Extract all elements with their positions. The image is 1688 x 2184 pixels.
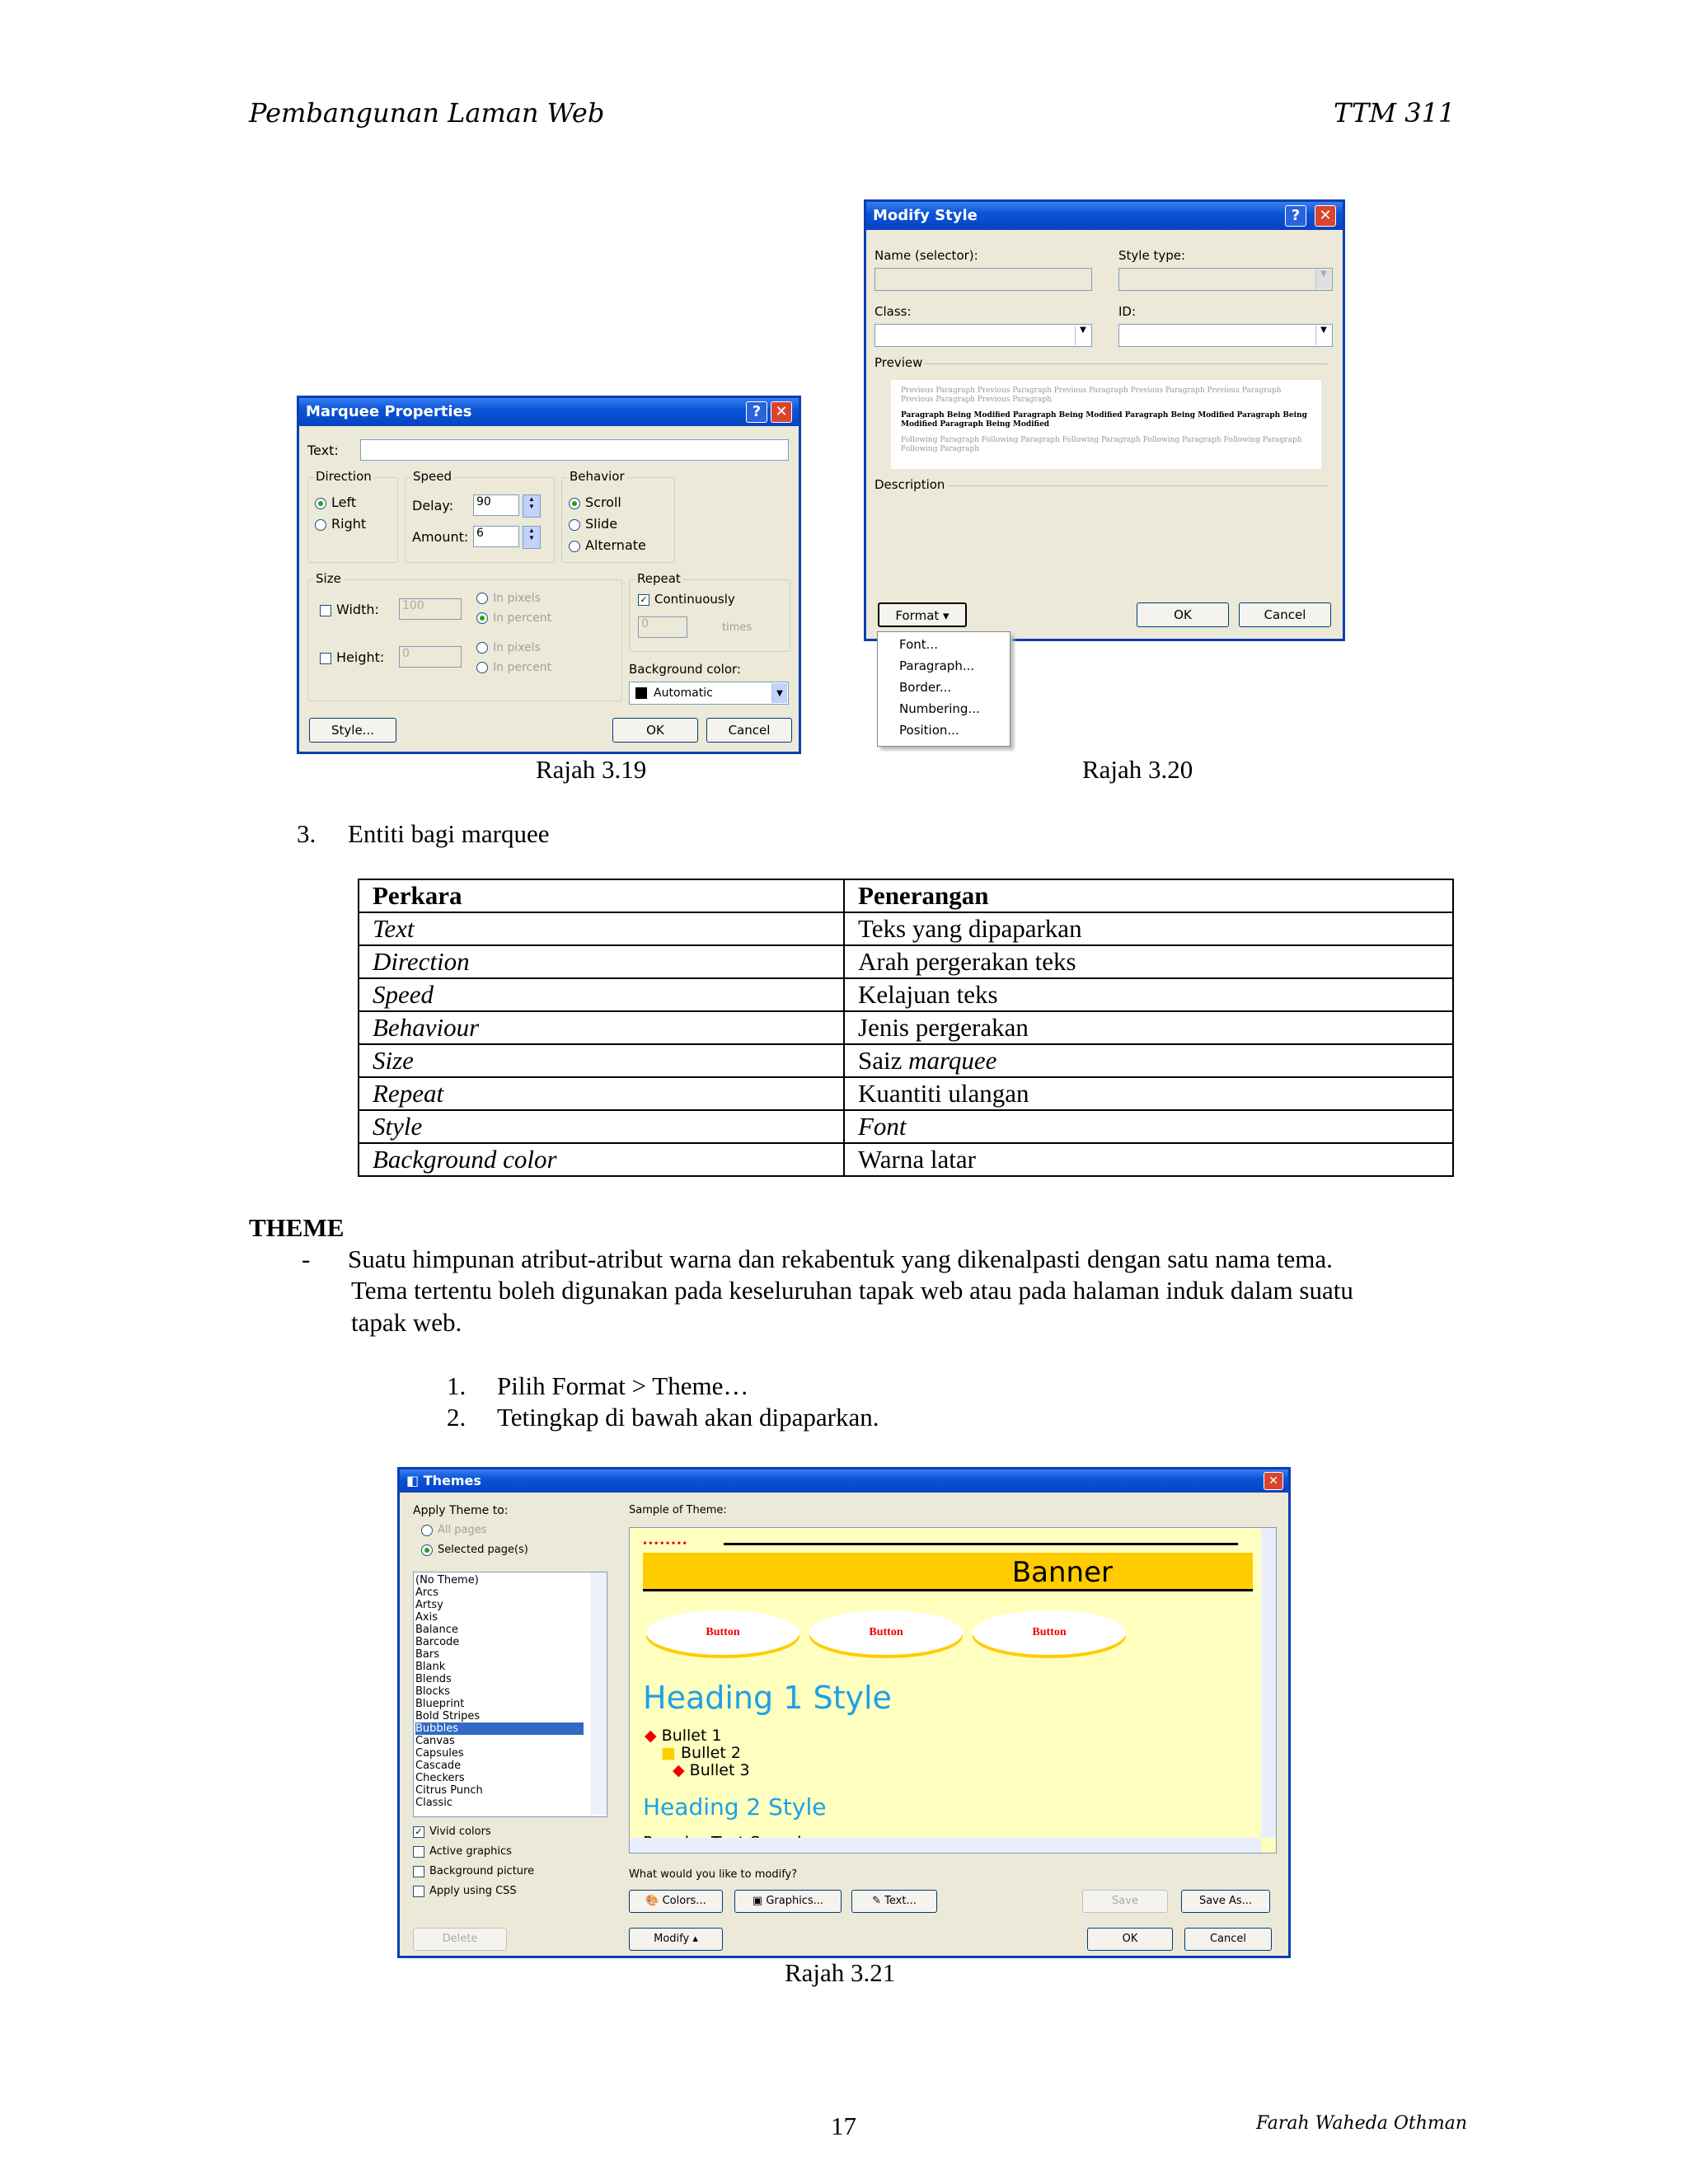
- sample-label: Sample of Theme:: [629, 1504, 727, 1516]
- description-label: Description: [874, 477, 945, 492]
- sample-heading1: Heading 1 Style: [643, 1680, 892, 1716]
- table-row: [359, 1044, 1453, 1077]
- table-cell: Jenis pergerakan: [844, 1011, 1453, 1044]
- ok-button[interactable]: OK: [1087, 1928, 1173, 1951]
- theme-sample-preview: [629, 1527, 1277, 1854]
- table-header-row: [359, 879, 1453, 912]
- class-select[interactable]: [874, 324, 1092, 347]
- table-row: [359, 1143, 1453, 1176]
- behavior-scroll-radio[interactable]: Scroll: [569, 494, 621, 510]
- amount-label: Amount:: [412, 529, 469, 545]
- list-item[interactable]: Balance: [415, 1624, 458, 1636]
- amount-input[interactable]: 6: [473, 526, 519, 547]
- width-checkbox[interactable]: Width:: [320, 602, 379, 617]
- ok-button[interactable]: OK: [612, 718, 698, 743]
- dialog-titlebar: [299, 398, 799, 426]
- header-title: Pembangunan Laman Web: [249, 97, 605, 129]
- amount-spinner[interactable]: ▲ ▼: [523, 526, 541, 549]
- list-item[interactable]: Cascade: [415, 1760, 462, 1772]
- section-number: 3.: [297, 819, 316, 848]
- entity-table: [358, 879, 1454, 1177]
- background-picture-checkbox[interactable]: Background picture: [413, 1865, 534, 1877]
- horizontal-scrollbar[interactable]: [630, 1838, 1261, 1853]
- dialog-title: Marquee Properties: [306, 403, 472, 420]
- format-button[interactable]: Format ▾: [878, 602, 967, 627]
- banner-text: Banner: [1011, 1556, 1113, 1589]
- help-button[interactable]: ?: [1285, 205, 1306, 227]
- colors-button[interactable]: 🎨 Colors...: [629, 1890, 723, 1913]
- table-header: Perkara: [359, 879, 844, 912]
- preview-following-text: Following Paragraph Following Paragraph Following Paragraph Following Paragraph Following Paragraph Following Paragraph: [901, 436, 1302, 453]
- list-item[interactable]: Bars: [415, 1648, 440, 1661]
- list-item[interactable]: Capsules: [415, 1747, 464, 1760]
- dialog-titlebar: [400, 1469, 1288, 1493]
- width-pixels-radio[interactable]: In pixels: [476, 592, 541, 605]
- modify-question: What would you like to modify?: [629, 1868, 798, 1881]
- list-item[interactable]: Blends: [415, 1673, 452, 1685]
- table-cell: Warna latar: [844, 1143, 1453, 1176]
- menu-item-font[interactable]: Font...: [899, 637, 938, 652]
- step-text: Pilih Format > Theme…: [497, 1371, 749, 1400]
- direction-label: Direction: [313, 469, 374, 484]
- height-input[interactable]: 0: [399, 646, 462, 668]
- palette-icon: 🎨: [645, 1895, 659, 1907]
- direction-left-radio[interactable]: Left: [315, 494, 356, 510]
- size-label: Size: [313, 571, 344, 586]
- table-cell: Direction: [359, 945, 844, 978]
- name-label: Name (selector):: [874, 248, 978, 263]
- delay-input[interactable]: 90: [473, 494, 519, 516]
- preview-box: [891, 380, 1321, 469]
- behavior-group: [561, 469, 675, 563]
- sample-button[interactable]: Button: [646, 1610, 799, 1655]
- modify-style-dialog: [864, 199, 1345, 641]
- apply-css-checkbox[interactable]: Apply using CSS: [413, 1885, 517, 1897]
- list-item[interactable]: Barcode: [415, 1636, 460, 1648]
- cancel-button[interactable]: Cancel: [706, 718, 792, 743]
- table-row: [359, 945, 1453, 978]
- behavior-slide-radio[interactable]: Slide: [569, 516, 617, 532]
- theme-line3: tapak web.: [351, 1308, 462, 1337]
- times-label: times: [722, 621, 753, 634]
- list-item[interactable]: (No Theme): [415, 1574, 479, 1586]
- format-menu: [877, 631, 1010, 747]
- direction-right-radio[interactable]: Right: [315, 516, 366, 532]
- cancel-button[interactable]: Cancel: [1239, 602, 1331, 627]
- delay-label: Delay:: [412, 498, 454, 513]
- delete-button[interactable]: Delete: [413, 1928, 507, 1951]
- table-cell: Style: [359, 1110, 844, 1143]
- list-item[interactable]: Arcs: [415, 1586, 438, 1599]
- table-cell: Saiz marquee: [844, 1044, 1453, 1077]
- list-item[interactable]: Axis: [415, 1611, 438, 1624]
- list-item[interactable]: Blank: [415, 1661, 446, 1673]
- sample-button[interactable]: Button: [973, 1610, 1126, 1655]
- dialog-titlebar: [866, 202, 1343, 230]
- table-cell: Arah pergerakan teks: [844, 945, 1453, 978]
- table-cell: Background color: [359, 1143, 844, 1176]
- apply-theme-label: Apply Theme to:: [413, 1504, 509, 1517]
- name-input[interactable]: [874, 268, 1092, 291]
- times-input[interactable]: 0: [638, 616, 687, 638]
- list-item[interactable]: Citrus Punch: [415, 1784, 483, 1797]
- text-icon: ✎: [872, 1895, 882, 1907]
- table-cell: Behaviour: [359, 1011, 844, 1044]
- dots-decoration: ••••••••: [643, 1538, 689, 1550]
- size-group: [307, 571, 622, 701]
- dialog-title: Modify Style: [873, 207, 978, 224]
- save-button[interactable]: Save: [1082, 1890, 1168, 1913]
- list-item[interactable]: Artsy: [415, 1599, 443, 1611]
- close-button[interactable]: ✕: [1264, 1472, 1283, 1490]
- help-button[interactable]: ?: [746, 401, 767, 423]
- table-row: [359, 1011, 1453, 1044]
- active-graphics-checkbox[interactable]: Active graphics: [413, 1845, 512, 1858]
- list-item[interactable]: Blocks: [415, 1685, 450, 1698]
- list-item[interactable]: Canvas: [415, 1735, 455, 1747]
- table-header: Penerangan: [844, 879, 1453, 912]
- table-cell: Teks yang dipaparkan: [844, 912, 1453, 945]
- sample-button[interactable]: Button: [809, 1610, 963, 1655]
- close-button[interactable]: ✕: [771, 401, 792, 423]
- behavior-alternate-radio[interactable]: Alternate: [569, 537, 646, 553]
- step-text: Tetingkap di bawah akan dipaparkan.: [497, 1403, 879, 1432]
- table-row: [359, 978, 1453, 1011]
- bullet-icon: ◆: [645, 1727, 657, 1745]
- bg-color-select[interactable]: Automatic ▼: [629, 682, 789, 705]
- table-cell: Speed: [359, 978, 844, 1011]
- delay-spinner[interactable]: ▲ ▼: [523, 494, 541, 518]
- themes-icon: ◧: [406, 1473, 424, 1488]
- id-select[interactable]: [1118, 324, 1333, 347]
- bg-color-label: Background color:: [629, 662, 741, 677]
- text-button[interactable]: ✎ Text...: [851, 1890, 937, 1913]
- theme-line2: Tema tertentu boleh digunakan pada keseluruhan tapak web atau pada halaman induk dalam suatu: [351, 1276, 1353, 1305]
- chevron-down-icon: ▼: [1315, 269, 1331, 289]
- sample-heading2: Heading 2 Style: [643, 1793, 827, 1821]
- bullet-icon: ◆: [673, 1761, 685, 1779]
- step-number: 2.: [447, 1403, 467, 1432]
- speed-label: Speed: [410, 469, 454, 484]
- menu-item-border[interactable]: Border...: [899, 680, 952, 695]
- all-pages-radio[interactable]: All pages: [421, 1524, 487, 1536]
- style-button[interactable]: Style...: [309, 718, 396, 743]
- menu-item-position[interactable]: Position...: [899, 723, 959, 738]
- text-input[interactable]: [360, 439, 789, 461]
- header-code: TTM 311: [1334, 97, 1456, 129]
- table-cell: Kelajuan teks: [844, 978, 1453, 1011]
- menu-item-numbering[interactable]: Numbering...: [899, 701, 980, 716]
- caption-fig21: Rajah 3.21: [785, 1958, 896, 1987]
- table-cell: Size: [359, 1044, 844, 1077]
- list-item[interactable]: Bubbles: [415, 1722, 584, 1735]
- style-type-select[interactable]: [1118, 268, 1333, 291]
- picture-icon: ▣: [752, 1895, 763, 1907]
- caption-fig20: Rajah 3.20: [1082, 755, 1193, 784]
- table-cell: Kuantiti ulangan: [844, 1077, 1453, 1110]
- list-item[interactable]: Bold Stripes: [415, 1710, 481, 1722]
- direction-group: [307, 469, 398, 563]
- bullet-text: Bullet 2: [681, 1744, 741, 1762]
- class-label: Class:: [874, 304, 912, 319]
- width-percent-radio[interactable]: In percent: [476, 612, 551, 625]
- width-input[interactable]: 100: [399, 598, 462, 620]
- continuously-checkbox[interactable]: ✓ Continuously: [638, 592, 735, 607]
- cancel-button[interactable]: Cancel: [1184, 1928, 1272, 1951]
- banner: [643, 1553, 1253, 1591]
- style-type-label: Style type:: [1118, 248, 1186, 263]
- repeat-group: [629, 571, 790, 652]
- marquee-properties-dialog: [297, 396, 801, 754]
- vertical-scrollbar[interactable]: [1261, 1528, 1276, 1838]
- footer-author: Farah Waheda Othman: [1256, 2113, 1468, 2134]
- bullet-text: Bullet 3: [689, 1761, 750, 1779]
- list-scrollbar[interactable]: [590, 1572, 607, 1815]
- themes-dialog: [397, 1467, 1291, 1958]
- selected-pages-radio[interactable]: Selected page(s): [421, 1544, 528, 1556]
- color-swatch-icon: [635, 687, 647, 699]
- theme-line1: Suatu himpunan atribut-atribut warna dan rekabentuk yang dikenalpasti dengan satu nama tema.: [348, 1244, 1333, 1273]
- table-cell: Repeat: [359, 1077, 844, 1110]
- text-label: Text:: [307, 443, 339, 458]
- vivid-colors-checkbox[interactable]: ✓ Vivid colors: [413, 1825, 491, 1838]
- table-row: [359, 1077, 1453, 1110]
- table-row: [359, 912, 1453, 945]
- id-label: ID:: [1118, 304, 1137, 319]
- table-cell: Font: [844, 1110, 1453, 1143]
- height-percent-radio[interactable]: In percent: [476, 661, 551, 674]
- dialog-title: Themes: [423, 1473, 481, 1488]
- section-text: Entiti bagi marquee: [348, 819, 550, 848]
- list-item[interactable]: Classic: [415, 1797, 452, 1809]
- graphics-button[interactable]: ▣ Graphics...: [734, 1890, 842, 1913]
- chevron-down-icon: ▼: [1315, 326, 1331, 345]
- theme-dash: -: [302, 1244, 311, 1273]
- list-item[interactable]: Blueprint: [415, 1698, 465, 1710]
- behavior-label: Behavior: [567, 469, 627, 484]
- modify-button[interactable]: Modify ▴: [629, 1928, 723, 1951]
- speed-group: [405, 469, 555, 563]
- repeat-label: Repeat: [635, 571, 683, 586]
- preview-previous-text: Previous Paragraph Previous Paragraph Previous Paragraph Previous Paragraph Previous Paragraph Previous Paragraph Previous Paragraph: [901, 387, 1282, 404]
- step-number: 1.: [447, 1371, 467, 1400]
- caption-fig19: Rajah 3.19: [536, 755, 647, 784]
- preview-modified-text: Paragraph Being Modified Paragraph Being Modified Paragraph Being Modified Paragraph Being Modified Paragraph Being Modified: [901, 411, 1307, 429]
- ok-button[interactable]: OK: [1137, 602, 1229, 627]
- save-as-button[interactable]: Save As...: [1181, 1890, 1270, 1913]
- theme-heading: THEME: [249, 1213, 345, 1242]
- close-button[interactable]: ✕: [1315, 205, 1336, 227]
- table-cell: Text: [359, 912, 844, 945]
- chevron-down-icon: ▼: [771, 683, 787, 703]
- page-number: 17: [831, 2111, 856, 2140]
- preview-label: Preview: [874, 355, 923, 370]
- theme-list[interactable]: [413, 1572, 607, 1817]
- height-pixels-radio[interactable]: In pixels: [476, 641, 541, 654]
- list-item[interactable]: Checkers: [415, 1772, 465, 1784]
- bullet-text: Bullet 1: [661, 1727, 722, 1745]
- rule: [724, 1543, 1238, 1545]
- bullet-icon: ■: [661, 1744, 676, 1762]
- table-row: [359, 1110, 1453, 1143]
- chevron-down-icon: ▼: [1075, 326, 1090, 345]
- height-checkbox[interactable]: Height:: [320, 649, 384, 665]
- menu-item-paragraph[interactable]: Paragraph...: [899, 658, 975, 673]
